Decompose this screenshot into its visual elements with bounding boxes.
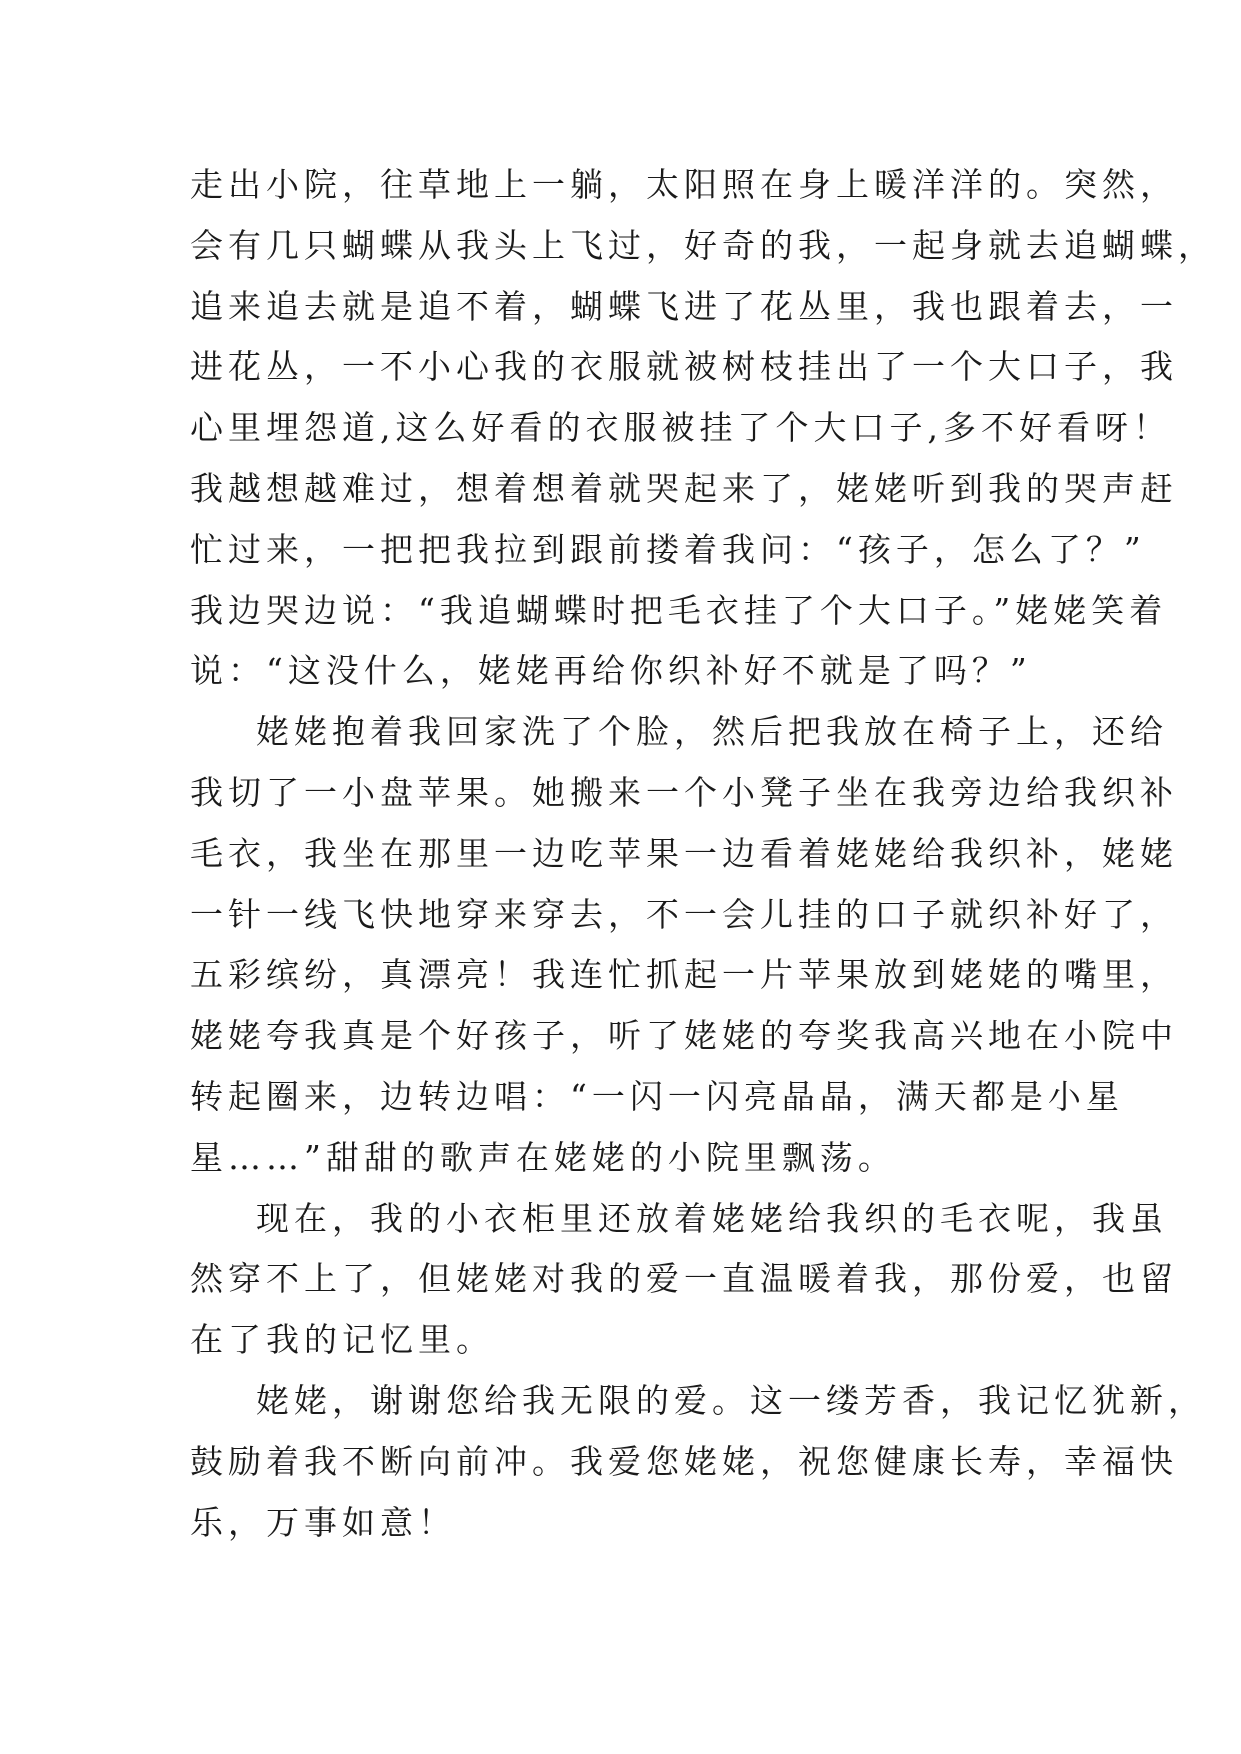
paragraph — [190, 702, 1178, 1188]
paragraph — [190, 1189, 1178, 1371]
text-line: 毛衣，我坐在那里一边吃苹果一边看着姥姥给我织补，姥姥 — [190, 833, 1178, 873]
text-line: 然穿不上了，但姥姥对我的爱一直温暖着我，那份爱，也留 — [190, 1259, 1178, 1299]
text-line: 进花丛，一不小心我的衣服就被树枝挂出了一个大口子，我 — [190, 347, 1178, 387]
text-line: 姥姥，谢谢您给我无限的爱。这一缕芳香，我记忆犹新， — [256, 1380, 1206, 1420]
text-line: 会有几只蝴蝶从我头上飞过，好奇的我，一起身就去追蝴蝶， — [190, 225, 1216, 265]
text-line: 姥姥夸我真是个好孩子，听了姥姥的夸奖我高兴地在小院中 — [190, 1016, 1178, 1056]
text-line: 说：“这没什么，姥姥再给你织补好不就是了吗？” — [190, 651, 1032, 691]
text-line: 走出小院，往草地上一躺，太阳照在身上暖洋洋的。突然， — [190, 165, 1178, 204]
text-line: 我切了一小盘苹果。她搬来一个小凳子坐在我旁边给我织补 — [190, 772, 1178, 812]
text-line: 姥姥抱着我回家洗了个脸，然后把我放在椅子上，还给 — [256, 712, 1168, 752]
text-line: 五彩缤纷，真漂亮！我连忙抓起一片苹果放到姥姥的嘴里， — [190, 955, 1178, 995]
paragraph — [190, 155, 1216, 702]
text-line: 鼓励着我不断向前冲。我爱您姥姥，祝您健康长寿，幸福快 — [190, 1441, 1178, 1481]
text-line: 现在，我的小衣柜里还放着姥姥给我织的毛衣呢，我虽 — [256, 1198, 1168, 1238]
text-line: 忙过来，一把把我拉到跟前搂着我问：“孩子，怎么了？” — [190, 529, 1146, 569]
text-line: 一针一线飞快地穿来穿去，不一会儿挂的口子就织补好了， — [190, 894, 1178, 934]
text-line: 乐，万事如意！ — [190, 1502, 456, 1542]
text-line: 转起圈来，边转边唱：“一闪一闪亮晶晶，满天都是小星 — [190, 1076, 1124, 1116]
text-line: 心里埋怨道,这么好看的衣服被挂了个大口子,多不好看呀！ — [190, 408, 1171, 448]
text-line: 我边哭边说：“我追蝴蝶时把毛衣挂了个大口子。”姥姥笑着 — [190, 590, 1168, 630]
text-line: 星……”甜甜的歌声在姥姥的小院里飘荡。 — [190, 1137, 896, 1177]
text-line: 在了我的记忆里。 — [190, 1320, 494, 1360]
text-line: 追来追去就是追不着，蝴蝶飞进了花丛里，我也跟着去，一 — [190, 286, 1178, 326]
text-line: 我越想越难过，想着想着就哭起来了，姥姥听到我的哭声赶 — [190, 468, 1178, 508]
document-body — [190, 155, 1216, 1553]
paragraph — [190, 1371, 1206, 1553]
